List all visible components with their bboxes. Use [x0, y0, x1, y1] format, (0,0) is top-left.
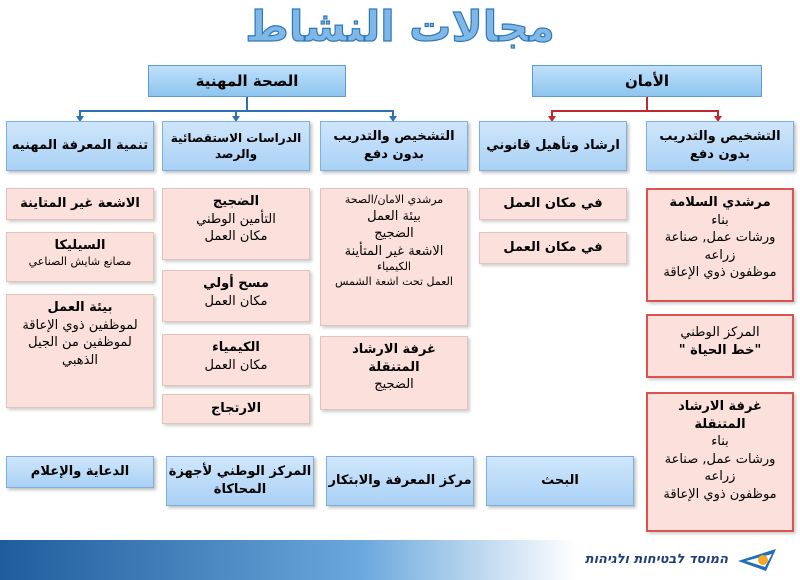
box-label: مركز المعرفة والابتكار [328, 473, 472, 489]
page-title: مجالات النشاط [245, 2, 555, 51]
col5-box-mobile-room [646, 392, 794, 532]
col2-box-vibration [162, 394, 310, 424]
box-text: التأمين الوطني [196, 211, 276, 227]
box-text: ورشات عمل, صناعة [664, 451, 776, 467]
col1-box-silica [6, 232, 154, 282]
box-text: بناء [711, 212, 729, 228]
box-text: الكيمياء [376, 260, 411, 274]
box-text: "خط الحياة " [678, 342, 762, 358]
box-text: العمل تحت اشعة الشمس [335, 275, 453, 289]
top-box-occupational-health [148, 65, 346, 97]
box-label: الارتجاج [210, 401, 262, 416]
box-text: بيئة العمل [367, 208, 421, 224]
column-header-label: ارشاد وتأهيل قانوني [486, 138, 620, 154]
col2-box-initial-survey [162, 270, 310, 322]
box-text: الضجيج [374, 226, 414, 242]
box-label: في مكان العمل [503, 240, 603, 255]
col4-box-workplace [479, 188, 627, 220]
box-text: مرشدي الامان/الصحة [344, 193, 444, 206]
box-label: في مكان العمل [503, 196, 603, 211]
box-text: مكان العمل [204, 229, 268, 245]
box-text: المركز الوطني [680, 325, 760, 340]
col5-box-safety-instructors [646, 188, 794, 302]
col1-box-nonionizing [6, 188, 154, 220]
org-name: המוסד לבטיחות ולגיהות [584, 552, 728, 567]
bottom-box-knowledge-center [326, 456, 474, 506]
col3-box-mobile-room [320, 336, 468, 410]
col4-box-workplace [479, 232, 627, 264]
box-text: زراعه [704, 247, 736, 263]
box-title: مسح أولي [203, 276, 269, 291]
column-header [646, 121, 794, 171]
column-header-label: التشخيص والتدريب بدون دفع [659, 129, 781, 162]
col1-box-work-environment [6, 294, 154, 408]
bottom-box-publicity [6, 456, 154, 488]
box-title: الكيمياء [212, 340, 260, 355]
column-header [6, 121, 154, 171]
box-title: الضجيج [212, 194, 260, 209]
box-label: الدعاية والإعلام [30, 464, 130, 480]
column-header [320, 121, 468, 171]
bottom-box-simulators [166, 456, 314, 506]
box-label: المركز الوطني لأجهزة المحاكاة [168, 464, 312, 497]
top-box-label: الصحة المهنية [195, 71, 299, 90]
bottom-box-research [486, 456, 634, 506]
box-text: موظفون ذوي الإعاقة [663, 265, 777, 281]
box-text: بناء [711, 434, 729, 450]
box-text: لموظفين ذوي الإعاقة لموظفين من الجيل الذهبي [22, 317, 138, 368]
box-text: الاشعة غير المتأينة [344, 243, 444, 259]
box-title: مرشدي السلامة [669, 195, 771, 210]
box-text: مكان العمل [204, 357, 268, 373]
connector-red-vertical [646, 97, 648, 111]
column-header-label: التشخيص والتدريب بدون دفع [333, 129, 455, 162]
box-text: زراعه [704, 469, 736, 485]
col3-box-safety-instructors [320, 188, 468, 326]
column-header-label: تنمية المعرفة المهنيه [11, 138, 149, 154]
box-title: السيليكا [54, 238, 106, 253]
box-label: الاشعة غير المتاينة [20, 196, 140, 211]
connector-red-horizontal [551, 110, 719, 112]
column-header-label: الدراسات الاستقصائية والرصد [170, 130, 302, 161]
box-text: مصانع شايش الصناعي [28, 254, 132, 268]
column-header [479, 121, 627, 171]
box-text: ورشات عمل, صناعة [664, 230, 776, 246]
col2-box-chemistry [162, 334, 310, 386]
box-text: الضجيج [374, 377, 414, 393]
col5-box-national-center [646, 314, 794, 378]
col2-box-noise [162, 188, 310, 260]
box-title: غرفة الارشاد المتنقلة [678, 399, 762, 432]
top-box-label: الأمان [624, 71, 670, 90]
box-title: بيئة العمل [47, 300, 113, 315]
box-title: غرفة الارشاد المتنقلة [352, 342, 436, 375]
connector-blue-vertical [246, 97, 248, 111]
box-text: مكان العمل [204, 293, 268, 309]
top-box-safety [532, 65, 762, 97]
org-logo-icon [736, 545, 782, 575]
box-text: موظفون ذوي الإعاقة [663, 486, 777, 502]
box-label: البحث [541, 473, 579, 489]
column-header [162, 121, 310, 171]
